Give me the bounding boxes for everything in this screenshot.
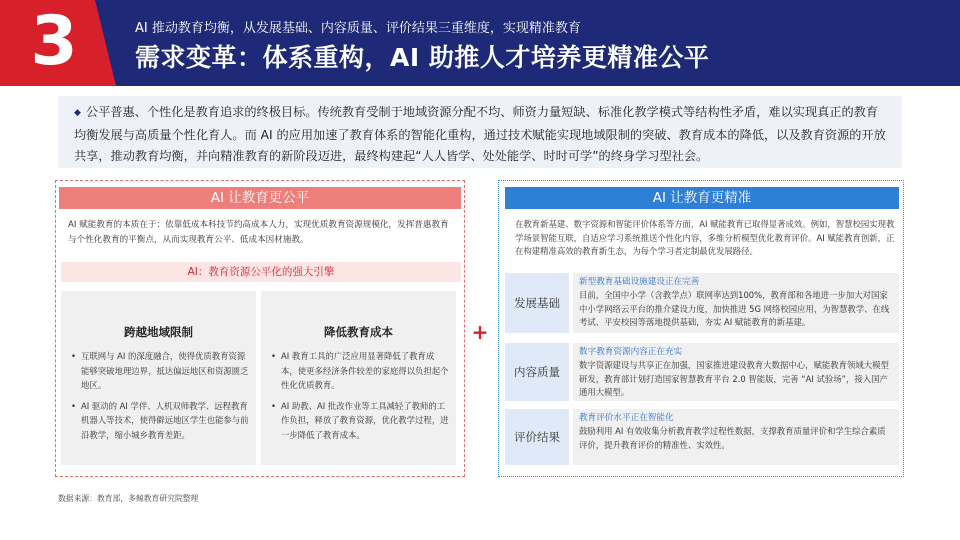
page-title: 需求变革：体系重构，AI 助推人才培养更精准公平 <box>135 43 710 72</box>
row-label: 评价结果 <box>505 409 569 465</box>
fairness-panel-desc: AI 赋能教育的本质在于：依靠低成本科技节约高成本人力，实现优质教育资源规模化，发挥普惠教育与个性化教育的平衡点，从而实现教育公平、低成本因材施教。 <box>68 220 449 245</box>
row-label: 发展基础 <box>505 273 569 333</box>
header-subtitle: AI 推动教育均衡，从发展基础、内容质量、评价结果三重维度，实现精准教育 <box>135 21 581 36</box>
row-title: 数字教育资源内容正在充实 <box>579 347 683 357</box>
row-body <box>573 409 899 465</box>
list-item: • 互联网与 AI 的深度融合，使得优质教育资源能够突破地理边界，抵达偏远地区和资源匮乏地区。 <box>71 349 249 393</box>
card-title: 跨越地域限制 <box>124 325 193 339</box>
row-title: 教育评价水平正在智能化 <box>579 413 674 423</box>
row-text: 目前，全国中小学（含教学点）联网率达到100%，教育部和各地进一步加大对国家中小学网络云平台的推介建设力度，加快推进 5G 网络校园应用，为智慧教学、在线考试、平安校园等落地提供基础，夯实 AI 赋能教育的新基建。 <box>579 290 890 327</box>
row-text: 数字资源建设与共享正在加强，国家推进建设教育大数据中心，赋能教育领域大模型研发，教育部计划打造国家智慧教育平台 2.0 智能版，完善 “AI 试验场”，接入国产通用大模型。 <box>579 360 889 397</box>
data-source-note: 数据来源：教育部，多鲸教育研究院整理 <box>58 494 199 503</box>
row-text: 鼓励利用 AI 有效收集分析教育教学过程性数据，支撑教育质量评价和学生综合素质评价，提升教育评价的精准性、实效性。 <box>579 426 886 450</box>
intro-box <box>58 96 902 168</box>
row-content-quality <box>505 343 899 401</box>
card-lower-cost <box>261 291 456 465</box>
plus-icon: + <box>471 320 489 344</box>
fairness-panel-subtitle: AI：教育资源公平化的强大引擎 <box>61 262 461 282</box>
precision-panel-desc: 在教育新基建、数字资源和智能评价体系等方面，AI 赋能教育已取得显著成效。例如，智慧校园实现教学场景智能互联，自适应学习系统推送个性化内容，多维分析模型优化教育评价。AI 赋能教育创新，正在构建精准高效的教育新生态，为每个学习者定制最优发展路径。 <box>515 219 895 256</box>
fairness-panel <box>55 180 465 477</box>
list-item: • AI 助教、AI 批改作业等工具减轻了教师的工作负担，释放了教育资源，优化教学过程，进一步降低了教育成本。 <box>271 399 449 443</box>
row-title: 新型教育基础设施建设正在完善 <box>579 277 700 287</box>
row-evaluation <box>505 409 899 465</box>
row-label: 内容质量 <box>505 343 569 401</box>
row-body <box>573 273 899 333</box>
row-body <box>573 343 899 401</box>
card-title: 降低教育成本 <box>324 325 393 339</box>
diamond-bullet-icon: ◆ <box>74 108 81 118</box>
card-list <box>271 349 449 448</box>
row-foundation <box>505 273 899 333</box>
section-number: 3 <box>30 2 78 81</box>
fairness-panel-title: AI 让教育更公平 <box>59 187 461 209</box>
list-item: • AI 驱动的 AI 学伴、人机双师教学、远程教育机器人等技术，使得僻远地区学生也能参与前沿教学，缩小城乡教育差距。 <box>71 399 249 443</box>
intro-text: 公平普惠、个性化是教育追求的终极目标。传统教育受制于地域资源分配不均、师资力量短缺、标准化教学模式等结构性矛盾，难以实现真正的教育均衡发展与高质量个性化育人。而 AI 的应用加速了教育体系的智能化重构，通过技术赋能实现地域限制的突破、教育成本的降低，以及教育资源的开放共享，推动教育均衡，并向精准教育的新阶段迈进，最终构建起“人人皆学、处处能学、时时可学”的终身学习型社会。 <box>74 105 886 163</box>
card-list <box>71 349 249 448</box>
precision-panel-title: AI 让教育更精准 <box>505 187 899 209</box>
list-item: • AI 教育工具的广泛应用显著降低了教育成本，使更多经济条件较差的家庭得以负担起个性化优质教育。 <box>271 349 449 393</box>
card-cross-region <box>61 291 256 465</box>
precision-panel <box>498 180 904 477</box>
